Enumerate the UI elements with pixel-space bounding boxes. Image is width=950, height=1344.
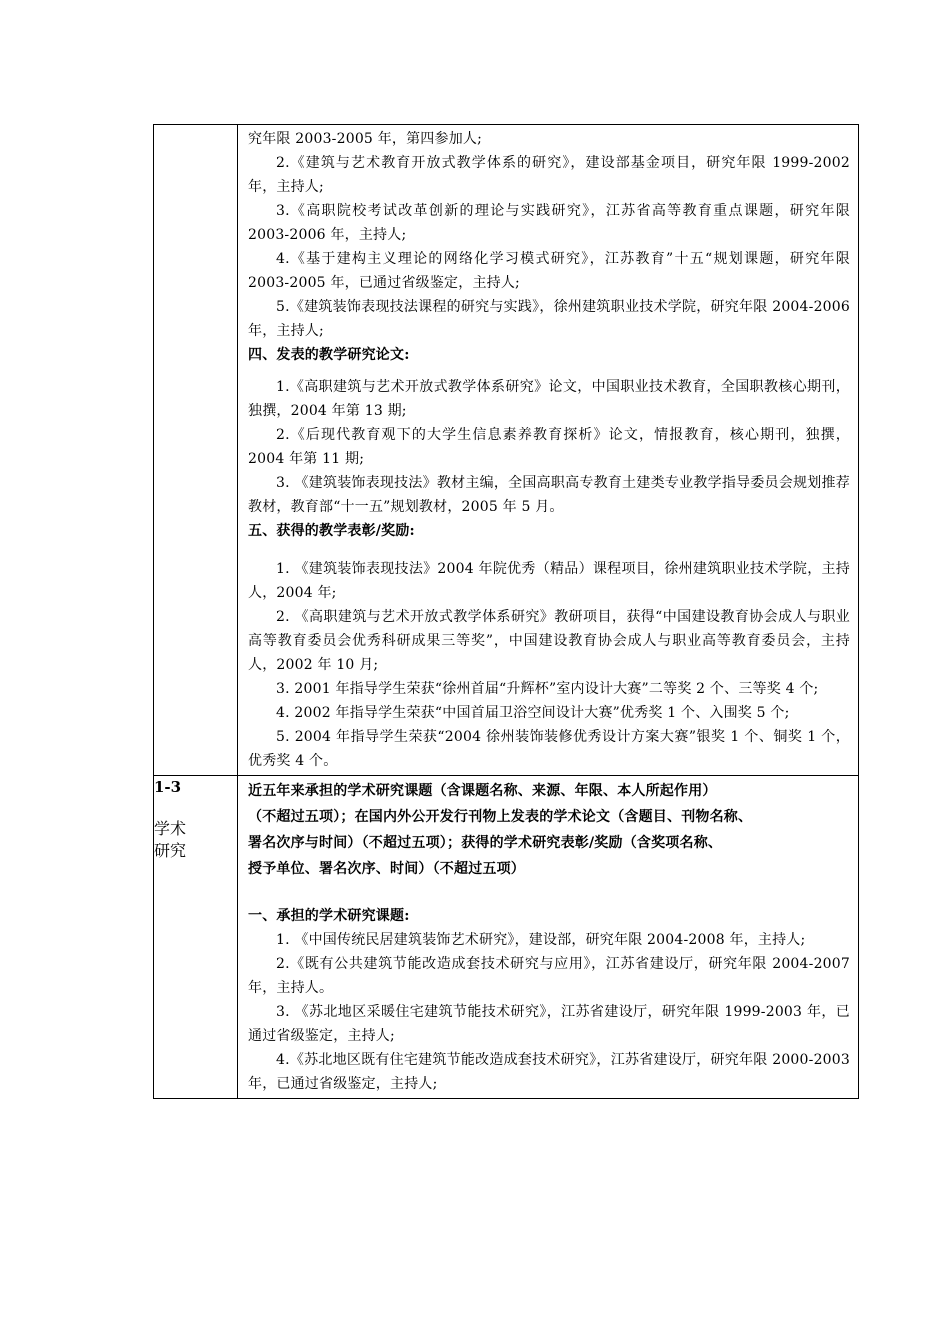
right-cell (238, 125, 859, 776)
paragraph: 5.《建筑装饰表现技法课程的研究与实践》，徐州建筑职业技术学院，研究年限 2004-2006 年，主持人; (248, 299, 850, 339)
left-cell-empty (154, 125, 238, 776)
paragraph: 4.《基于建构主义理论的网络化学习模式研究》，江苏教育”十五“规划课题，研究年限 2003-2005 年，已通过省级鉴定，主持人; (248, 251, 850, 291)
requirement-text: （不超过五项）；在国内外公开发行刊物上发表的学术论文（含题目、刊物名称、 (248, 809, 753, 825)
cell-content (238, 776, 858, 1098)
list-item: 1.《高职建筑与艺术开放式教学体系研究》论文，中国职业技术教育，全国职教核心期刊，独撰，2004 年第 13 期; (248, 379, 850, 419)
right-cell (238, 776, 859, 1099)
list-item: 1. 《中国传统民居建筑装饰艺术研究》，建设部，研究年限 2004-2008 年，主持人; (276, 932, 806, 948)
paragraph: 3.《高职院校考试改革创新的理论与实践研究》，江苏省高等教育重点课题，研究年限 2003-2006 年，主持人; (248, 203, 850, 243)
list-item: 3. 《建筑装饰表现技法》教材主编，全国高职高专教育土建类专业教学指导委员会规划推荐教材，教育部“十一五”规划教材，2005 年 5 月。 (248, 475, 850, 515)
list-item: 1. 《建筑装饰表现技法》2004 年院优秀（精品）课程项目，徐州建筑职业技术学院，主持人，2004 年; (248, 561, 850, 601)
list-item: 3. 2001 年指导学生荣获“徐州首届“升辉杯”室内设计大赛”二等奖 2 个、三等奖 4 个; (276, 681, 819, 697)
cell-content (238, 125, 858, 775)
list-item: 5. 2004 年指导学生荣获“2004 徐州装饰装修优秀设计方案大赛”银奖 1 个、铜奖 1 个，优秀奖 4 个。 (248, 729, 850, 769)
list-item: 2.《后现代教育观下的大学生信息素养教育探析》论文，情报教育，核心期刊，独撰，2004 年第 11 期; (248, 427, 850, 467)
list-item: 2. 《高职建筑与艺术开放式教学体系研究》教研项目，获得“中国建设教育协会成人与职业高等教育委员会优秀科研成果三等奖”，中国建设教育协会成人与职业高等教育委员会，主持人，2002 年 10 月; (248, 609, 850, 673)
list-item: 4. 2002 年指导学生荣获“中国首届卫浴空间设计大赛”优秀奖 1 个、入围奖 5 个; (276, 705, 790, 721)
paragraph: 2.《建筑与艺术教育开放式教学体系的研究》，建设部基金项目，研究年限 1999-2002 年，主持人; (248, 155, 850, 195)
left-cell-label (154, 776, 238, 1099)
requirement-text: 授予单位、署名次序、时间）（不超过五项） (248, 861, 525, 877)
list-item: 4.《苏北地区既有住宅建筑节能改造成套技术研究》，江苏省建设厅，研究年限 2000-2003 年，已通过省级鉴定，主持人; (248, 1052, 850, 1092)
table-row (154, 776, 859, 1099)
requirement-text: 署名次序与时间）（不超过五项）；获得的学术研究表彰/奖励（含奖项名称、 (248, 835, 723, 851)
section-heading: 一、承担的学术研究课题: (248, 908, 410, 924)
item-code: 1-3 (154, 778, 182, 796)
paragraph: 究年限 2003-2005 年，第四参加人; (248, 131, 483, 147)
list-item: 3. 《苏北地区采暖住宅建筑节能技术研究》，江苏省建设厅，研究年限 1999-2003 年，已通过省级鉴定，主持人; (248, 1004, 850, 1044)
form-table (153, 124, 859, 1099)
section-heading: 五、获得的教学表彰/奖励: (248, 523, 415, 539)
list-item: 2.《既有公共建筑节能改造成套技术研究与应用》，江苏省建设厅，研究年限 2004-2007 年，主持人。 (248, 956, 850, 996)
item-label: 学术研究 (154, 819, 187, 860)
table-row (154, 125, 859, 776)
section-heading: 四、发表的教学研究论文: (248, 347, 410, 363)
requirement-text: 近五年来承担的学术研究课题（含课题名称、来源、年限、本人所起作用） (248, 783, 717, 799)
